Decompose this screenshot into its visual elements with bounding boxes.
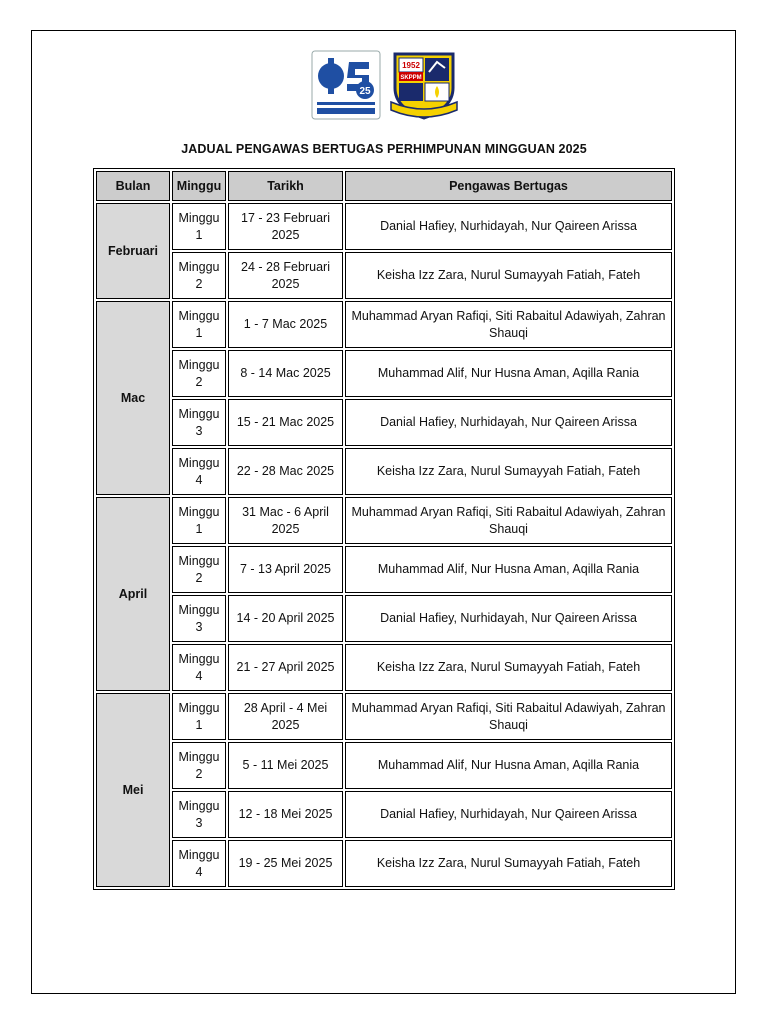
header-date: Tarikh (228, 171, 343, 201)
date-cell: 5 - 11 Mei 2025 (228, 742, 343, 789)
table-row (96, 791, 672, 838)
month-cell: Februari (96, 203, 170, 299)
week-cell: Minggu 2 (172, 252, 226, 299)
logo-number: 25 (359, 86, 371, 97)
prefects-cell: Danial Hafiey, Nurhidayah, Nur Qaireen Arissa (345, 595, 672, 642)
date-cell: 22 - 28 Mac 2025 (228, 448, 343, 495)
document-title: JADUAL PENGAWAS BERTUGAS PERHIMPUNAN MINGGUAN 2025 (181, 142, 587, 156)
date-cell: 15 - 21 Mac 2025 (228, 399, 343, 446)
date-cell: 24 - 28 Februari 2025 (228, 252, 343, 299)
date-cell: 12 - 18 Mei 2025 (228, 791, 343, 838)
week-cell: Minggu 1 (172, 693, 226, 740)
week-cell: Minggu 2 (172, 546, 226, 593)
week-cell: Minggu 3 (172, 595, 226, 642)
date-cell: 7 - 13 April 2025 (228, 546, 343, 593)
logo-area (311, 50, 461, 122)
school-crest-logo (389, 50, 459, 122)
date-cell: 1 - 7 Mac 2025 (228, 301, 343, 348)
prefects-cell: Muhammad Aryan Rafiqi, Siti Rabaitul Adawiyah, Zahran Shauqi (345, 693, 672, 740)
table-row (96, 448, 672, 495)
table-row (96, 252, 672, 299)
date-cell: 14 - 20 April 2025 (228, 595, 343, 642)
date-cell: 17 - 23 Februari 2025 (228, 203, 343, 250)
week-cell: Minggu 2 (172, 350, 226, 397)
week-cell: Minggu 4 (172, 448, 226, 495)
table-row (96, 742, 672, 789)
week-cell: Minggu 3 (172, 791, 226, 838)
month-cell: Mac (96, 301, 170, 495)
prefects-cell: Keisha Izz Zara, Nurul Sumayyah Fatiah, Fateh (345, 448, 672, 495)
prefects-cell: Muhammad Aryan Rafiqi, Siti Rabaitul Adawiyah, Zahran Shauqi (345, 301, 672, 348)
prefects-cell: Muhammad Aryan Rafiqi, Siti Rabaitul Adawiyah, Zahran Shauqi (345, 497, 672, 544)
table-row (96, 203, 672, 250)
table-row (96, 644, 672, 691)
week-cell: Minggu 4 (172, 840, 226, 887)
prefects-cell: Danial Hafiey, Nurhidayah, Nur Qaireen Arissa (345, 203, 672, 250)
week-cell: Minggu 1 (172, 203, 226, 250)
prefects-cell: Keisha Izz Zara, Nurul Sumayyah Fatiah, Fateh (345, 644, 672, 691)
table-header-row (96, 171, 672, 201)
date-cell: 31 Mac - 6 April 2025 (228, 497, 343, 544)
date-cell: 28 April - 4 Mei 2025 (228, 693, 343, 740)
prefects-cell: Danial Hafiey, Nurhidayah, Nur Qaireen Arissa (345, 791, 672, 838)
table-row (96, 546, 672, 593)
table-row (96, 693, 672, 740)
date-cell: 8 - 14 Mac 2025 (228, 350, 343, 397)
month-cell: April (96, 497, 170, 691)
prefect-schedule-table (93, 168, 675, 890)
table-row (96, 399, 672, 446)
prefects-cell: Muhammad Alif, Nur Husna Aman, Aqilla Rania (345, 350, 672, 397)
prefects-cell: Muhammad Alif, Nur Husna Aman, Aqilla Rania (345, 742, 672, 789)
table-row (96, 301, 672, 348)
week-cell: Minggu 1 (172, 497, 226, 544)
table-row (96, 497, 672, 544)
header-week: Minggu (172, 171, 226, 201)
prefects-cell: Keisha Izz Zara, Nurul Sumayyah Fatiah, Fateh (345, 252, 672, 299)
header-month: Bulan (96, 171, 170, 201)
prefects-cell: Muhammad Alif, Nur Husna Aman, Aqilla Rania (345, 546, 672, 593)
prefects-cell: Keisha Izz Zara, Nurul Sumayyah Fatiah, Fateh (345, 840, 672, 887)
crest-code: SKPPM (400, 75, 422, 81)
week-cell: Minggu 2 (172, 742, 226, 789)
week-cell: Minggu 1 (172, 301, 226, 348)
month-cell: Mei (96, 693, 170, 887)
table-row (96, 595, 672, 642)
table-row (96, 350, 672, 397)
week-cell: Minggu 3 (172, 399, 226, 446)
table-row (96, 840, 672, 887)
date-cell: 21 - 27 April 2025 (228, 644, 343, 691)
crest-year: 1952 (402, 61, 420, 70)
week-cell: Minggu 4 (172, 644, 226, 691)
date-cell: 19 - 25 Mei 2025 (228, 840, 343, 887)
prefects-cell: Danial Hafiey, Nurhidayah, Nur Qaireen Arissa (345, 399, 672, 446)
school-anniversary-logo (311, 50, 381, 120)
header-prefects: Pengawas Bertugas (345, 171, 672, 201)
